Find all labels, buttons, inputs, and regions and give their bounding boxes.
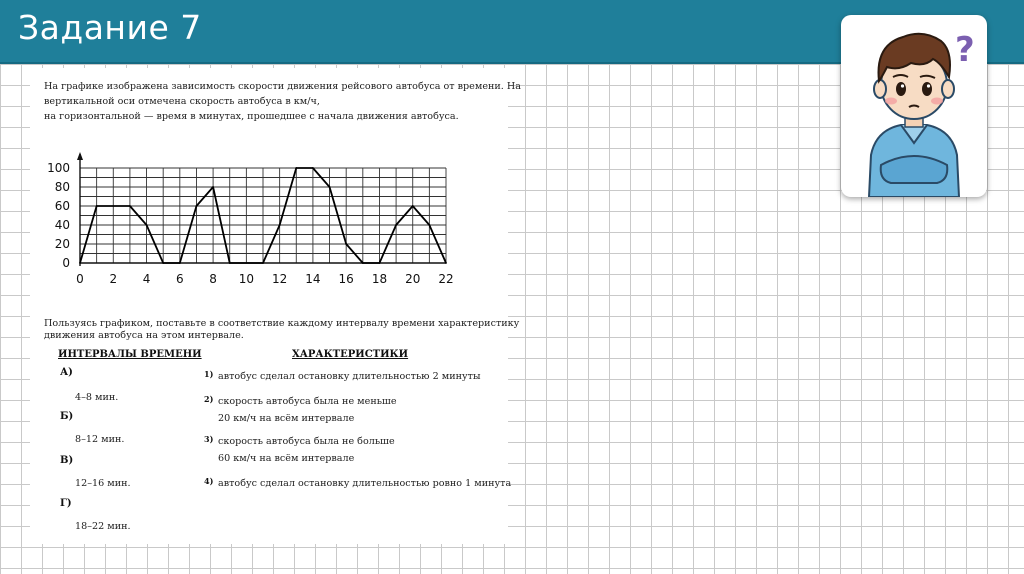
- speed-data-point: [329, 186, 331, 188]
- speed-data-point: [129, 205, 131, 207]
- speed-data-point: [179, 262, 181, 264]
- characteristic-text: автобус сделал остановку длительностью ровно 1 минута: [218, 478, 512, 489]
- speed-data-point: [312, 167, 314, 169]
- interval-value: 8–12 мин.: [75, 434, 125, 445]
- characteristic-number: 2): [204, 394, 214, 404]
- x-tick-label: 14: [305, 272, 321, 286]
- x-tick-label: 16: [338, 272, 354, 286]
- x-tick-label: 22: [438, 272, 454, 286]
- speed-data-point: [428, 224, 430, 226]
- speed-time-chart: [30, 146, 508, 296]
- interval-label: В): [60, 455, 74, 466]
- thinking-boy-illustration: [841, 15, 987, 197]
- intro-line: На графике изображена зависимость скорости движения рейсового автобуса от времени. На: [44, 81, 521, 92]
- y-tick-label: 0: [62, 256, 70, 270]
- speed-data-point: [212, 186, 214, 188]
- speed-data-point: [379, 262, 381, 264]
- x-tick-label: 2: [109, 272, 118, 286]
- characteristics-header: ХАРАКТЕРИСТИКИ: [292, 349, 409, 360]
- interval-label: А): [60, 367, 73, 378]
- character-card: [841, 15, 987, 197]
- y-tick-label: 60: [54, 199, 70, 213]
- characteristic-number: 4): [204, 476, 214, 486]
- y-tick-label: 20: [54, 237, 70, 251]
- intervals-header: ИНТЕРВАЛЫ ВРЕМЕНИ: [58, 349, 202, 360]
- x-tick-label: 20: [405, 272, 421, 286]
- interval-value: 4–8 мин.: [75, 392, 119, 403]
- slide-title: Задание 7: [18, 8, 202, 47]
- x-tick-label: 4: [142, 272, 151, 286]
- x-tick-label: 12: [271, 272, 288, 286]
- instruction-line: Пользуясь графиком, поставьте в соответствие каждому интервалу времени характеристику: [44, 318, 520, 329]
- task-intro: [44, 79, 521, 124]
- intro-line: вертикальной оси отмечена скорость автобуса в км/ч,: [44, 96, 320, 107]
- characteristic-text: скорость автобуса была не меньше: [218, 396, 397, 407]
- characteristic-number: 1): [204, 369, 214, 379]
- interval-label: Г): [60, 498, 72, 509]
- speed-data-point: [279, 224, 281, 226]
- x-tick-label: 8: [209, 272, 217, 286]
- intro-line: на горизонтальной — время в минутах, прошедшее с начала движения автобуса.: [44, 111, 459, 122]
- interval-label: Б): [60, 411, 74, 422]
- svg-text:?: ?: [955, 30, 975, 70]
- characteristic-number: 3): [204, 434, 214, 444]
- speed-data-point: [295, 167, 297, 169]
- y-tick-label: 40: [54, 218, 70, 232]
- speed-data-point: [412, 205, 414, 207]
- interval-value: 12–16 мин.: [75, 478, 131, 489]
- speed-data-point: [445, 262, 447, 264]
- speed-data-point: [79, 262, 81, 264]
- speed-data-point: [146, 224, 148, 226]
- characteristic-text: 60 км/ч на всём интервале: [218, 453, 355, 464]
- x-tick-label: 10: [238, 272, 255, 286]
- task-document: [30, 68, 521, 544]
- speed-data-point: [262, 262, 264, 264]
- speed-data-point: [362, 262, 364, 264]
- speed-data-point: [395, 224, 397, 226]
- characteristic-text: скорость автобуса была не больше: [218, 436, 395, 447]
- interval-value: 18–22 мин.: [75, 521, 131, 532]
- y-tick-label: 100: [47, 161, 70, 175]
- speed-data-point: [96, 205, 98, 207]
- y-tick-label: 80: [54, 180, 70, 194]
- y-axis-arrow: [77, 152, 83, 160]
- characteristic-text: автобус сделал остановку длительностью 2 минуты: [218, 371, 481, 382]
- speed-data-point: [162, 262, 164, 264]
- characteristic-text: 20 км/ч на всём интервале: [218, 413, 355, 424]
- speed-data-point: [345, 243, 347, 245]
- speed-data-point: [229, 262, 231, 264]
- task-instruction: [44, 318, 520, 342]
- x-tick-label: 6: [175, 272, 184, 286]
- x-tick-label: 18: [371, 272, 388, 286]
- x-tick-label: 0: [76, 272, 84, 286]
- speed-data-point: [196, 205, 198, 207]
- instruction-line: движения автобуса на этом интервале.: [44, 330, 244, 341]
